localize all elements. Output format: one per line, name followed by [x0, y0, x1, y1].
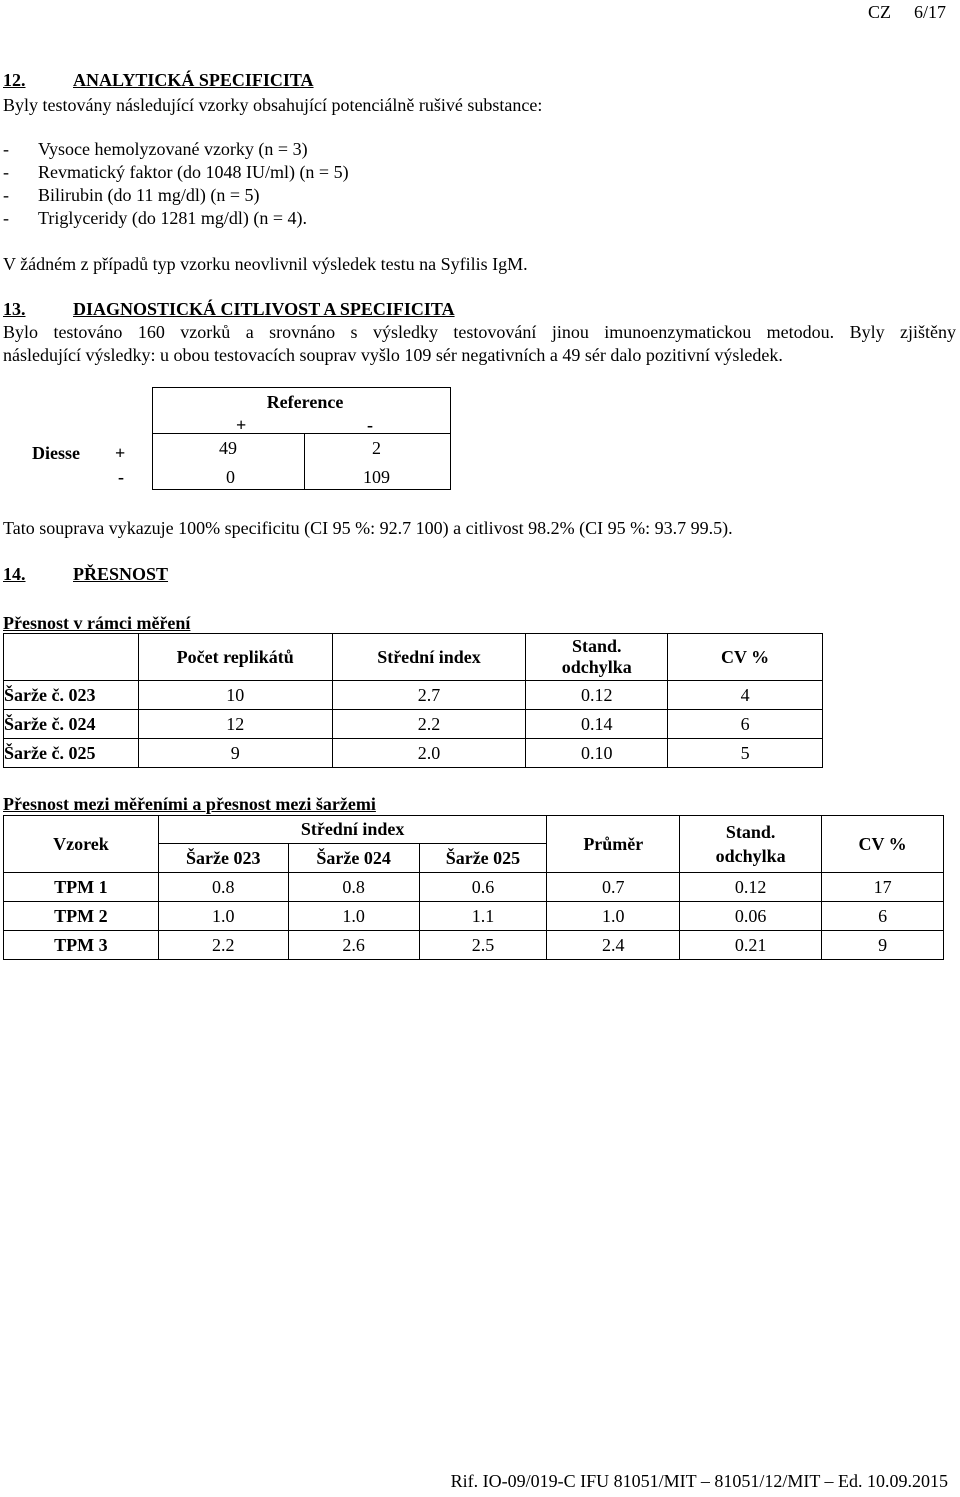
interferent-item: - Vysoce hemolyzované vzorky (n = 3)	[3, 139, 308, 159]
table-header-row	[4, 634, 823, 681]
header-replicates: Počet replikátů	[138, 634, 332, 681]
average-value: 0.7	[547, 873, 680, 902]
lot-value: 1.0	[288, 902, 419, 931]
lot-label: Šarže č. 025	[4, 739, 139, 768]
reference-positive-label: +	[236, 415, 247, 435]
table-row	[4, 902, 944, 931]
replicates-value: 9	[138, 739, 332, 768]
replicates-value: 10	[138, 681, 332, 710]
header-cv: CV %	[822, 816, 944, 873]
section-12-conclusion: V žádném z případů typ vzorku neovlivnil výsledek testu na Syfilis IgM.	[3, 254, 528, 274]
sample-label: TPM 3	[4, 931, 159, 960]
contingency-divider-horizontal	[152, 433, 451, 434]
diesse-positive-label: +	[115, 443, 126, 463]
header-cv: CV %	[668, 634, 823, 681]
lot-value: 0.8	[158, 873, 288, 902]
sd-value: 0.10	[526, 739, 668, 768]
section-number: 13.	[3, 299, 26, 319]
reference-label: Reference	[266, 392, 344, 412]
table-row	[4, 681, 823, 710]
sd-value: 0.14	[526, 710, 668, 739]
cv-value: 9	[822, 931, 944, 960]
section-13-heading	[3, 298, 455, 321]
section-13-summary: Tato souprava vykazuje 100% specificitu (CI 95 %: 92.7 100) a citlivost 98.2% (CI 95 %: 93.7 99.5).	[3, 518, 733, 538]
diesse-label: Diesse	[32, 443, 80, 463]
section-12-intro: Byly testovány následující vzorky obsahující potenciálně rušivé substance:	[3, 95, 543, 115]
section-13-paragraph-line-2: následující výsledky: u obou testovacích souprav vyšlo 109 sér negativních a 49 sér dalo pozitivní výsledek.	[3, 345, 783, 365]
cell-negative-negative: 109	[363, 467, 390, 487]
section-title: PŘESNOST	[73, 564, 169, 584]
cell-positive-positive: 49	[219, 438, 237, 458]
interferent-item-text: Vysoce hemolyzované vzorky (n = 3)	[38, 139, 308, 159]
lot-value: 2.2	[158, 931, 288, 960]
lot-value: 0.6	[419, 873, 547, 902]
lot-value: 0.8	[288, 873, 419, 902]
header-lot: Šarže 024	[288, 844, 419, 873]
cv-value: 6	[822, 902, 944, 931]
cv-value: 17	[822, 873, 944, 902]
header-average: Průměr	[547, 816, 680, 873]
within-run-precision-table	[3, 633, 823, 768]
section-13-paragraph-line-1: Bylo testováno 160 vzorků a srovnáno s výsledky testovování jinou imunoenzymatickou metodou. Byly zjištěny	[3, 322, 956, 342]
mean-value: 2.7	[332, 681, 526, 710]
interferent-item-text: Triglyceridy (do 1281 mg/dl) (n = 4).	[38, 208, 307, 228]
lot-value: 1.1	[419, 902, 547, 931]
header-std-dev: Stand. odchylka	[526, 634, 668, 681]
between-run-precision-title: Přesnost mezi měřeními a přesnost mezi šaržemi	[3, 794, 376, 814]
cell-positive-negative: 2	[372, 438, 381, 458]
cv-value: 4	[668, 681, 823, 710]
interferent-item: - Triglyceridy (do 1281 mg/dl) (n = 4).	[3, 208, 307, 228]
table-row	[4, 710, 823, 739]
header-mean-index: Střední index	[332, 634, 526, 681]
section-14-heading	[3, 563, 168, 586]
cv-value: 5	[668, 739, 823, 768]
cell-negative-positive: 0	[226, 467, 235, 487]
table-row	[4, 739, 823, 768]
diesse-negative-label: -	[118, 467, 124, 487]
header-lot: Šarže 025	[419, 844, 547, 873]
sd-value: 0.06	[680, 902, 822, 931]
interferent-item: - Revmatický faktor (do 1048 IU/ml) (n = 5)	[3, 162, 349, 182]
section-number: 12.	[3, 70, 26, 90]
interferent-item: - Bilirubin (do 11 mg/dl) (n = 5)	[3, 185, 260, 205]
table-row	[4, 873, 944, 902]
section-number: 14.	[3, 564, 26, 584]
page-number: 6/17	[913, 2, 946, 22]
sd-value: 0.12	[680, 873, 822, 902]
sd-value: 0.12	[526, 681, 668, 710]
language-code: CZ	[867, 2, 891, 22]
table-row	[4, 931, 944, 960]
average-value: 1.0	[547, 902, 680, 931]
lot-value: 1.0	[158, 902, 288, 931]
replicates-value: 12	[138, 710, 332, 739]
average-value: 2.4	[547, 931, 680, 960]
cv-value: 6	[668, 710, 823, 739]
sample-label: TPM 2	[4, 902, 159, 931]
between-run-precision-table	[3, 815, 944, 960]
lot-value: 2.5	[419, 931, 547, 960]
page-header	[868, 1, 946, 24]
interferent-item-text: Bilirubin (do 11 mg/dl) (n = 5)	[38, 185, 260, 205]
document-reference-footer: Rif. IO-09/019-C IFU 81051/MIT – 81051/12/MIT – Ed. 10.09.2015	[450, 1471, 948, 1491]
contingency-divider-vertical	[304, 433, 305, 490]
table-header-row	[4, 816, 944, 844]
lot-label: Šarže č. 024	[4, 710, 139, 739]
header-lot: Šarže 023	[158, 844, 288, 873]
lot-label: Šarže č. 023	[4, 681, 139, 710]
lot-value: 2.6	[288, 931, 419, 960]
mean-value: 2.0	[332, 739, 526, 768]
sd-value: 0.21	[680, 931, 822, 960]
header-std-dev: Stand. odchylka	[680, 816, 822, 873]
reference-negative-label: -	[367, 415, 373, 435]
header-sample: Vzorek	[4, 816, 159, 873]
interferent-item-text: Revmatický faktor (do 1048 IU/ml) (n = 5)	[38, 162, 349, 182]
section-12-heading	[3, 69, 314, 92]
mean-value: 2.2	[332, 710, 526, 739]
within-run-precision-title: Přesnost v rámci měření	[3, 613, 191, 633]
section-title: ANALYTICKÁ SPECIFICITA	[73, 70, 314, 90]
header-mean-index: Střední index	[158, 816, 547, 844]
sample-label: TPM 1	[4, 873, 159, 902]
section-title: DIAGNOSTICKÁ CITLIVOST A SPECIFICITA	[73, 299, 455, 319]
